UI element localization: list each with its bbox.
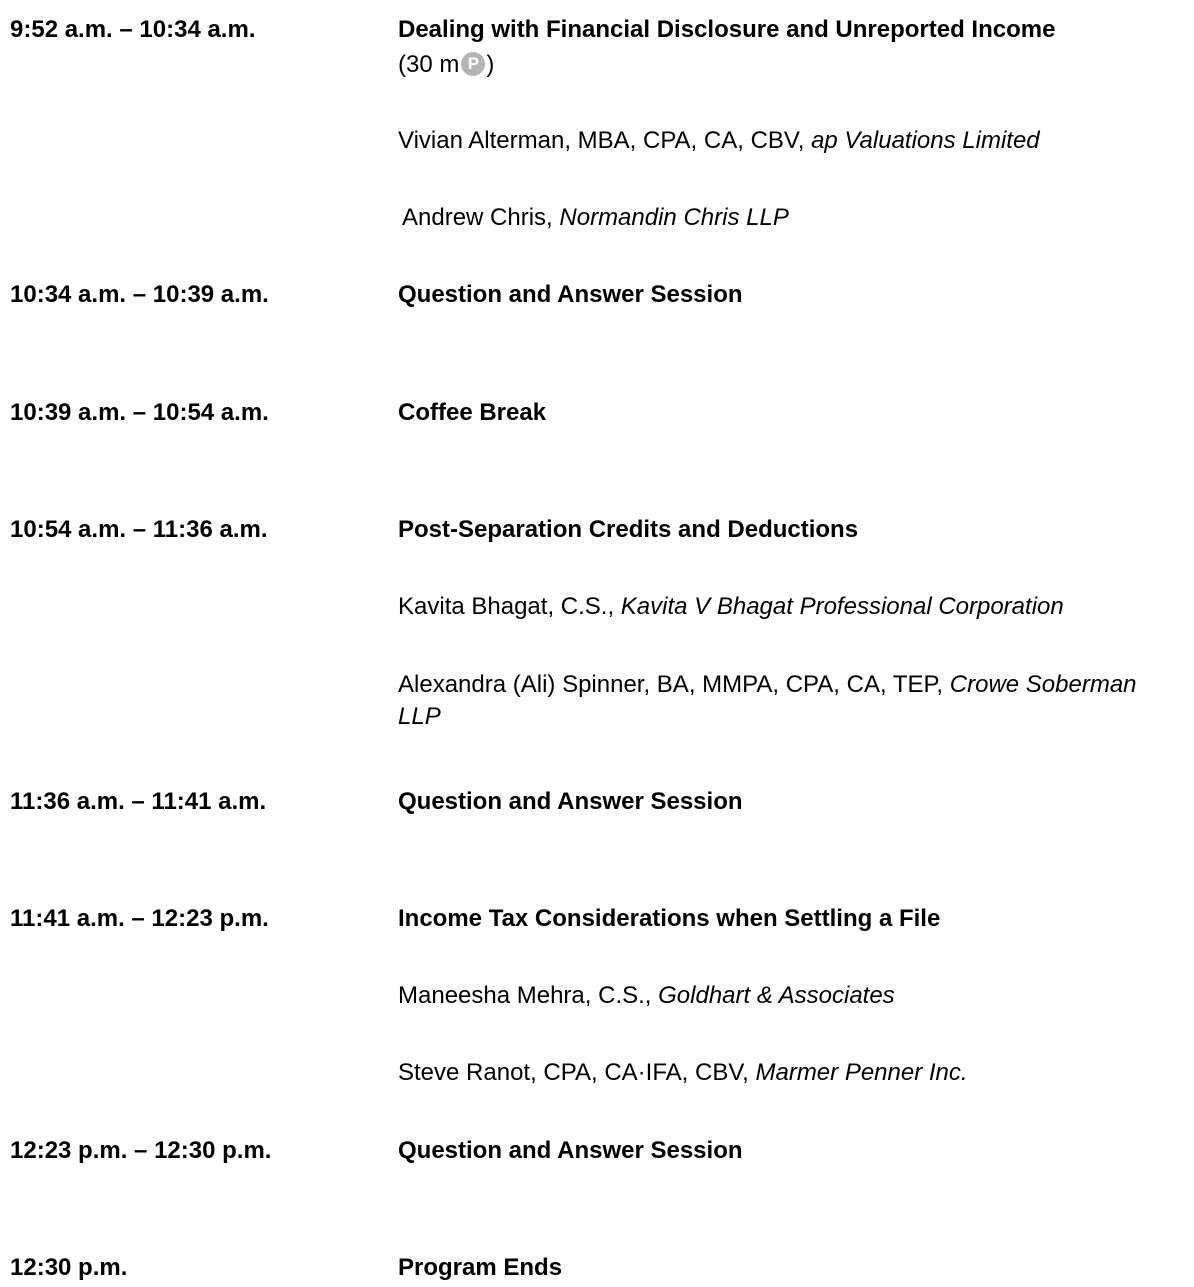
professionalism-credit-icon: P xyxy=(461,52,485,76)
session-title: Post-Separation Credits and Deductions xyxy=(398,516,859,543)
session-title: Income Tax Considerations when Settling a File xyxy=(398,905,941,932)
speaker-name: Maneesha Mehra, C.S., xyxy=(398,982,659,1009)
session-title: Question and Answer Session xyxy=(398,281,743,308)
speaker-organization: Goldhart & Associates xyxy=(658,982,895,1009)
session-time: 9:52 a.m. – 10:34 a.m. xyxy=(10,16,256,43)
speaker-organization: Kavita V Bhagat Professional Corporation xyxy=(620,593,1064,620)
session-time: 11:36 a.m. – 11:41 a.m. xyxy=(10,788,267,815)
speaker-organization: Crowe Soberman LLP xyxy=(398,671,1137,730)
session-title: Question and Answer Session xyxy=(398,788,743,815)
session-title: Question and Answer Session xyxy=(398,1137,743,1164)
speaker-name: Vivian Alterman, MBA, CPA, CA, CBV, xyxy=(398,127,812,154)
duration-close: ) xyxy=(486,51,495,78)
session-duration xyxy=(398,49,494,81)
speaker-organization: Marmer Penner Inc. xyxy=(755,1059,968,1086)
speaker xyxy=(398,669,1168,733)
speaker xyxy=(402,202,789,234)
duration-text: (30 m xyxy=(398,51,460,78)
speaker xyxy=(398,125,1040,157)
session-time: 11:41 a.m. – 12:23 p.m. xyxy=(10,905,269,932)
speaker-name: Alexandra (Ali) Spinner, BA, MMPA, CPA, CA, TEP, xyxy=(398,671,950,698)
speaker xyxy=(398,980,895,1012)
speaker xyxy=(398,1057,968,1089)
session-time: 12:23 p.m. – 12:30 p.m. xyxy=(10,1137,272,1164)
session-title: Coffee Break xyxy=(398,399,547,426)
speaker xyxy=(398,591,1064,623)
speaker-organization: ap Valuations Limited xyxy=(811,127,1040,154)
session-time: 10:39 a.m. – 10:54 a.m. xyxy=(10,399,269,426)
session-time: 10:34 a.m. – 10:39 a.m. xyxy=(10,281,269,308)
session-time: 10:54 a.m. – 11:36 a.m. xyxy=(10,516,268,543)
session-time: 12:30 p.m. xyxy=(10,1254,128,1281)
speaker-name: Andrew Chris, xyxy=(402,204,560,231)
speaker-organization: Normandin Chris LLP xyxy=(559,204,789,231)
session-title: Dealing with Financial Disclosure and Unreported Income xyxy=(398,16,1056,43)
session-title: Program Ends xyxy=(398,1254,563,1281)
speaker-name: Kavita Bhagat, C.S., xyxy=(398,593,621,620)
speaker-name: Steve Ranot, CPA, CA·IFA, CBV, xyxy=(398,1059,756,1086)
